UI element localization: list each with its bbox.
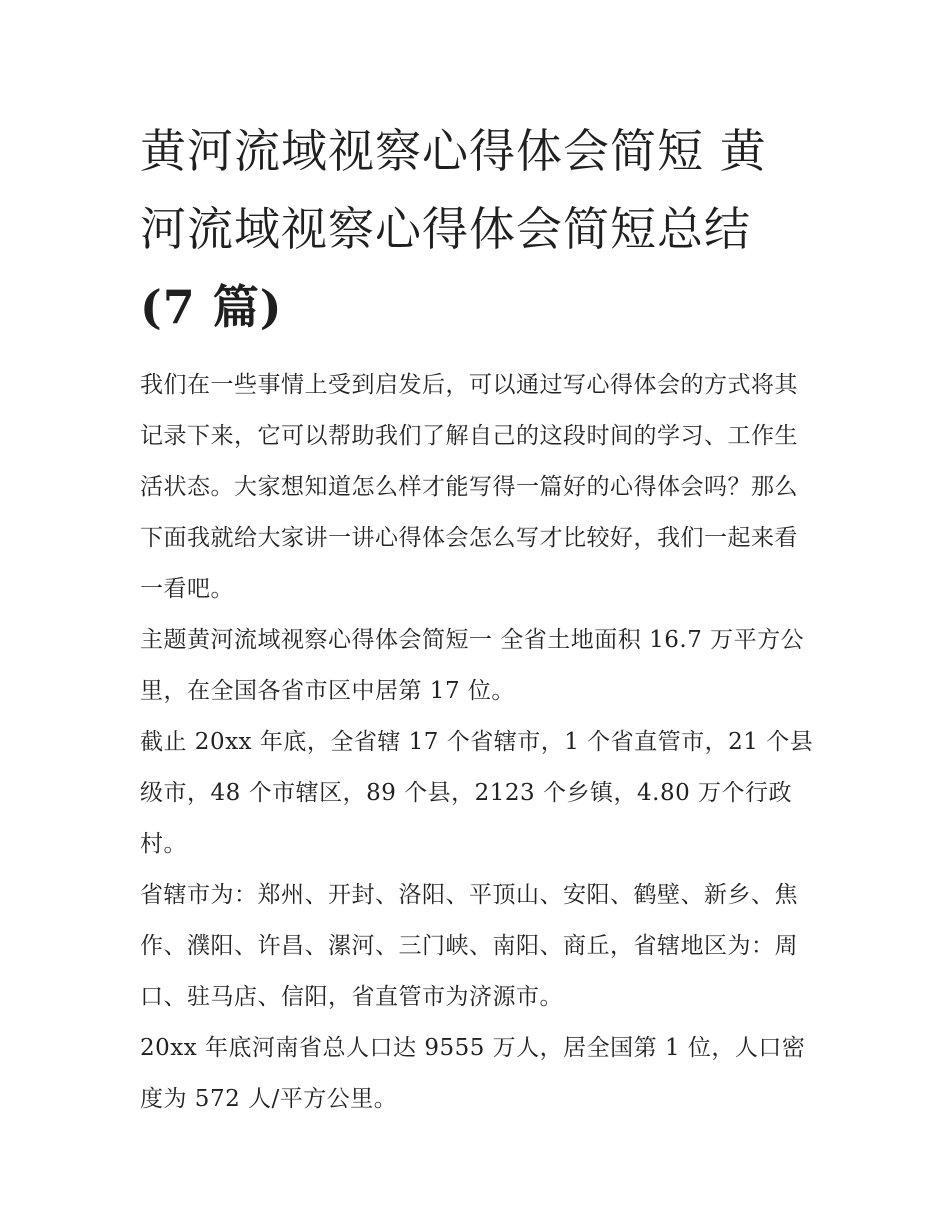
document-title xyxy=(140,112,814,346)
paragraph-cities: 省辖市为：郑州、开封、洛阳、平顶山、安阳、鹤壁、新乡、焦作、濮阳、许昌、漯河、三门峡、南阳、商丘，省辖地区为：周口、驻马店、信阳，省直管市为济源市。 xyxy=(140,882,798,1010)
paragraph-population: 20xx 年底河南省总人口达 9555 万人，居全国第 1 位，人口密度为 572 人/平方公里。 xyxy=(140,1035,806,1112)
paragraph-divisions: 截止 20xx 年底，全省辖 17 个省辖市，1 个省直管市，21 个县级市，48 个市辖区，89 个县，2123 个乡镇，4.80 万个行政村。 xyxy=(140,729,814,857)
title-line-3: (7 篇) xyxy=(140,280,283,334)
document-content xyxy=(140,112,814,1125)
title-line-1: 黄河流域视察心得体会简短 黄 xyxy=(140,124,767,178)
paragraph-intro: 我们在一些事情上受到启发后，可以通过写心得体会的方式将其记录下来，它可以帮助我们了解自己的这段时间的学习、工作生活状态。大家想知道怎么样才能写得一篇好的心得体会吗？那么下面我就给大家讲一讲心得体会怎么写才比较好，我们一起来看一看吧。 xyxy=(140,372,798,602)
title-line-2: 河流域视察心得体会简短总结 xyxy=(140,202,751,256)
paragraph-area: 主题黄河流域视察心得体会简短一 全省土地面积 16.7 万平方公里，在全国各省市区中居第 17 位。 xyxy=(140,627,805,704)
